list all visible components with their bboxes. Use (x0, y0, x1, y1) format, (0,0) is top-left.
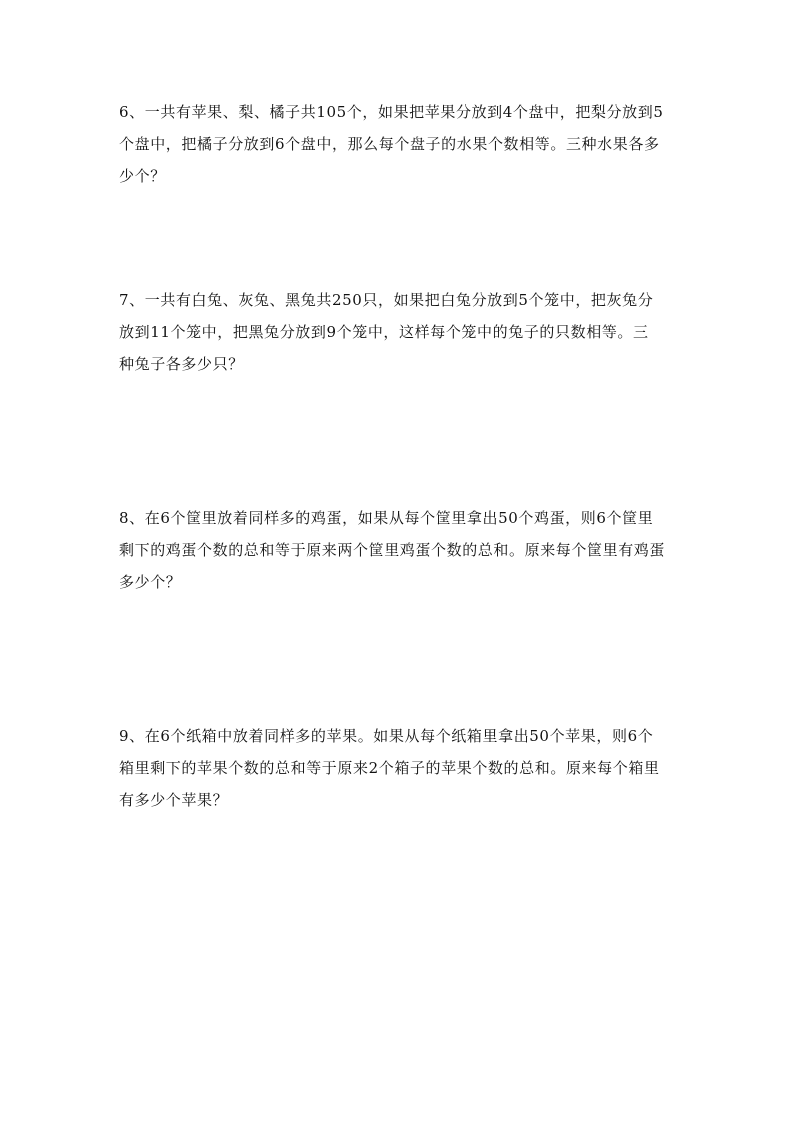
question-line: 有多少个苹果？ (119, 791, 229, 809)
question-line: 种兔子各多少只？ (119, 355, 244, 373)
question-line: 多少个？ (119, 573, 182, 591)
question-8 (119, 502, 679, 598)
question-line: 9、在6个纸箱中放着同样多的苹果。如果从每个纸箱里拿出50个苹果，则6个 (119, 727, 654, 745)
question-line: 放到11个笼中，把黑兔分放到9个笼中，这样每个笼中的兔子的只数相等。三 (119, 323, 649, 341)
question-line: 个盘中，把橘子分放到6个盘中，那么每个盘子的水果个数相等。三种水果各多 (119, 135, 660, 153)
question-9 (119, 720, 679, 816)
question-line: 剩下的鸡蛋个数的总和等于原来两个筐里鸡蛋个数的总和。原来每个筐里有鸡蛋 (119, 541, 666, 559)
question-line: 6、一共有苹果、梨、橘子共105个，如果把苹果分放到4个盘中，把梨分放到5 (119, 103, 664, 121)
question-line: 8、在6个筐里放着同样多的鸡蛋，如果从每个筐里拿出50个鸡蛋，则6个筐里 (119, 509, 654, 527)
question-line: 少个？ (119, 167, 166, 185)
question-line: 7、一共有白兔、灰兔、黑兔共250只，如果把白兔分放到5个笼中，把灰兔分 (119, 291, 654, 309)
question-7 (119, 284, 679, 380)
question-line: 箱里剩下的苹果个数的总和等于原来2个箱子的苹果个数的总和。原来每个箱里 (119, 759, 660, 777)
question-6 (119, 96, 679, 192)
